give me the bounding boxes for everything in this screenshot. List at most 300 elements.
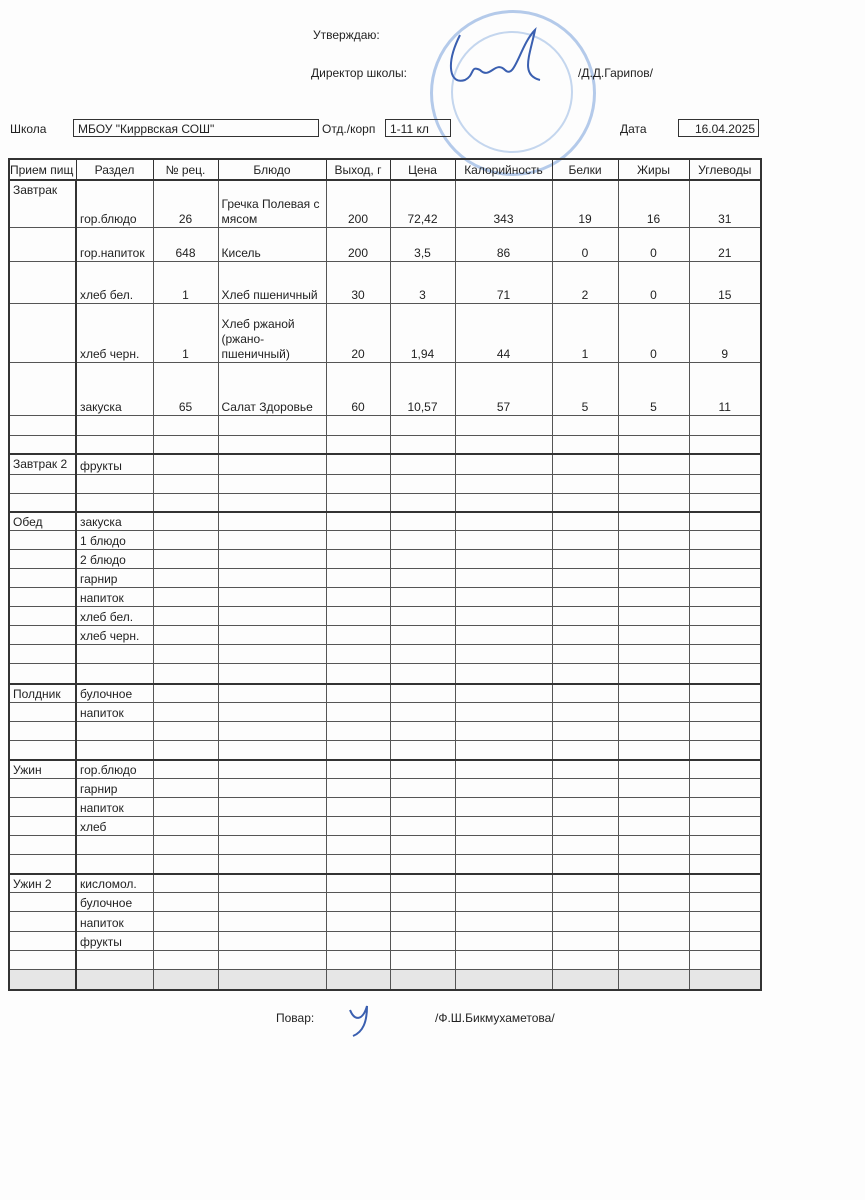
director-name: /Д.Д.Гарипов/ — [578, 66, 654, 80]
table-cell — [390, 722, 455, 741]
table-cell — [326, 474, 390, 493]
meal-cell — [9, 588, 76, 607]
meal-cell — [9, 474, 76, 493]
approve-label: Утверждаю: — [313, 28, 380, 42]
table-row — [9, 722, 761, 741]
table-cell — [218, 817, 326, 836]
table-cell — [552, 645, 618, 664]
table-cell — [552, 531, 618, 550]
table-cell — [455, 645, 552, 664]
table-cell: 72,42 — [390, 180, 455, 227]
table-cell: гор.блюдо — [76, 760, 153, 779]
table-cell — [76, 836, 153, 855]
table-cell — [689, 779, 761, 798]
table-cell — [218, 415, 326, 435]
table-cell: закуска — [76, 362, 153, 415]
table-cell: гор.блюдо — [76, 180, 153, 227]
table-cell — [153, 664, 218, 684]
table-cell — [218, 741, 326, 760]
table-cell: 15 — [689, 261, 761, 303]
table-cell — [455, 893, 552, 912]
table-cell: закуска — [76, 512, 153, 531]
table-cell — [153, 951, 218, 970]
table-cell — [552, 741, 618, 760]
table-cell — [390, 855, 455, 874]
table-cell: 5 — [618, 362, 689, 415]
table-cell — [455, 817, 552, 836]
table-cell: 200 — [326, 227, 390, 261]
table-cell: 86 — [455, 227, 552, 261]
table-cell — [326, 836, 390, 855]
meal-cell — [9, 435, 76, 454]
table-cell — [552, 512, 618, 531]
table-cell — [618, 722, 689, 741]
table-cell — [455, 760, 552, 779]
table-cell — [76, 741, 153, 760]
column-header: Выход, г — [326, 159, 390, 180]
table-cell — [153, 415, 218, 435]
table-cell: напиток — [76, 912, 153, 932]
table-cell — [618, 703, 689, 722]
table-cell — [455, 550, 552, 569]
table-cell — [153, 435, 218, 454]
meal-cell — [9, 798, 76, 817]
table-cell — [326, 779, 390, 798]
table-cell: 2 блюдо — [76, 550, 153, 569]
meal-cell — [9, 951, 76, 970]
table-cell — [618, 912, 689, 932]
column-header: Прием пищ — [9, 159, 76, 180]
table-cell — [390, 415, 455, 435]
table-cell: 2 — [552, 261, 618, 303]
table-cell — [153, 626, 218, 645]
table-cell: 71 — [455, 261, 552, 303]
table-cell — [390, 569, 455, 588]
table-cell — [153, 855, 218, 874]
table-cell — [455, 531, 552, 550]
table-cell — [153, 474, 218, 493]
table-cell — [153, 454, 218, 474]
table-row — [9, 951, 761, 970]
table-cell — [326, 893, 390, 912]
table-cell — [153, 588, 218, 607]
table-cell: булочное — [76, 684, 153, 703]
column-header: Калорийность — [455, 159, 552, 180]
table-cell — [218, 550, 326, 569]
table-cell — [455, 932, 552, 951]
table-cell: 1 блюдо — [76, 531, 153, 550]
table-cell — [689, 722, 761, 741]
table-cell — [689, 569, 761, 588]
meal-name: Обед — [9, 512, 76, 531]
table-cell — [552, 703, 618, 722]
table-cell — [552, 550, 618, 569]
column-header: Жиры — [618, 159, 689, 180]
meal-cell — [9, 227, 76, 261]
school-label: Школа — [10, 122, 47, 136]
table-cell — [689, 798, 761, 817]
table-cell — [455, 836, 552, 855]
table-cell — [390, 474, 455, 493]
table-cell — [390, 645, 455, 664]
table-cell: 60 — [326, 362, 390, 415]
table-cell — [455, 912, 552, 932]
table-cell — [76, 474, 153, 493]
meal-name: Ужин 2 — [9, 874, 76, 893]
table-cell — [390, 664, 455, 684]
table-row — [9, 836, 761, 855]
table-row — [9, 912, 761, 932]
table-cell — [455, 798, 552, 817]
column-header: Цена — [390, 159, 455, 180]
table-cell — [618, 664, 689, 684]
table-cell — [218, 779, 326, 798]
table-cell — [326, 817, 390, 836]
table-cell — [552, 664, 618, 684]
table-cell: 1,94 — [390, 303, 455, 362]
table-cell: 3 — [390, 261, 455, 303]
director-signature — [440, 25, 550, 95]
table-cell: 57 — [455, 362, 552, 415]
table-cell — [455, 951, 552, 970]
table-cell — [455, 874, 552, 893]
table-cell — [455, 607, 552, 626]
table-cell — [618, 454, 689, 474]
table-cell — [326, 798, 390, 817]
table-cell — [689, 664, 761, 684]
table-cell: 343 — [455, 180, 552, 227]
table-cell — [218, 912, 326, 932]
table-cell: 1 — [552, 303, 618, 362]
table-row — [9, 760, 761, 779]
meal-cell — [9, 722, 76, 741]
table-cell — [689, 912, 761, 932]
table-cell — [153, 512, 218, 531]
table-cell — [552, 912, 618, 932]
table-cell — [153, 645, 218, 664]
table-cell — [153, 912, 218, 932]
table-cell — [153, 798, 218, 817]
column-header: Углеводы — [689, 159, 761, 180]
table-cell — [218, 435, 326, 454]
table-cell — [153, 550, 218, 569]
table-cell — [326, 951, 390, 970]
table-cell — [326, 684, 390, 703]
table-cell — [326, 912, 390, 932]
table-cell — [390, 435, 455, 454]
table-row — [9, 588, 761, 607]
table-cell — [326, 569, 390, 588]
table-cell — [689, 855, 761, 874]
table-cell: булочное — [76, 893, 153, 912]
table-cell — [390, 932, 455, 951]
table-cell — [552, 454, 618, 474]
table-cell: кисломол. — [76, 874, 153, 893]
table-cell — [76, 722, 153, 741]
table-cell — [326, 435, 390, 454]
table-cell — [552, 760, 618, 779]
table-cell — [218, 684, 326, 703]
meal-cell — [9, 703, 76, 722]
table-cell — [552, 607, 618, 626]
table-cell — [390, 817, 455, 836]
table-cell — [76, 951, 153, 970]
meal-name: Полдник — [9, 684, 76, 703]
table-cell: напиток — [76, 703, 153, 722]
table-cell — [390, 703, 455, 722]
table-cell: фрукты — [76, 454, 153, 474]
table-cell — [689, 874, 761, 893]
table-row — [9, 684, 761, 703]
table-cell: 65 — [153, 362, 218, 415]
table-cell — [618, 531, 689, 550]
table-row — [9, 645, 761, 664]
table-cell — [326, 760, 390, 779]
table-cell — [326, 626, 390, 645]
table-cell — [689, 512, 761, 531]
table-cell — [390, 493, 455, 512]
meal-cell — [9, 817, 76, 836]
table-cell — [455, 703, 552, 722]
table-cell — [552, 951, 618, 970]
table-cell — [455, 569, 552, 588]
meal-cell — [9, 261, 76, 303]
table-cell — [618, 798, 689, 817]
table-cell — [552, 817, 618, 836]
table-cell — [618, 817, 689, 836]
table-cell — [689, 435, 761, 454]
table-cell: 200 — [326, 180, 390, 227]
table-cell — [689, 836, 761, 855]
table-row — [9, 303, 761, 362]
table-row — [9, 569, 761, 588]
table-cell — [689, 741, 761, 760]
table-cell — [326, 722, 390, 741]
table-row — [9, 607, 761, 626]
meal-cell — [9, 741, 76, 760]
table-cell — [552, 474, 618, 493]
table-cell — [390, 741, 455, 760]
table-cell — [218, 932, 326, 951]
table-row — [9, 932, 761, 951]
menu-table — [8, 158, 762, 991]
table-row — [9, 817, 761, 836]
table-cell — [618, 626, 689, 645]
table-cell — [153, 779, 218, 798]
table-cell — [218, 588, 326, 607]
table-cell: фрукты — [76, 932, 153, 951]
table-row — [9, 512, 761, 531]
table-cell: хлеб — [76, 817, 153, 836]
meal-cell — [9, 893, 76, 912]
table-cell — [689, 684, 761, 703]
table-cell — [153, 531, 218, 550]
table-cell — [153, 817, 218, 836]
table-cell — [618, 970, 689, 990]
table-cell — [326, 531, 390, 550]
table-cell — [218, 626, 326, 645]
table-cell: 648 — [153, 227, 218, 261]
table-cell — [218, 474, 326, 493]
table-cell — [618, 569, 689, 588]
table-cell: хлеб черн. — [76, 626, 153, 645]
table-row — [9, 893, 761, 912]
date-label: Дата — [620, 122, 647, 136]
table-cell — [390, 684, 455, 703]
table-cell — [455, 741, 552, 760]
dept-field: 1-11 кл — [385, 119, 451, 137]
table-cell: 3,5 — [390, 227, 455, 261]
table-cell — [689, 932, 761, 951]
meal-cell — [9, 415, 76, 435]
table-row — [9, 227, 761, 261]
meal-cell — [9, 912, 76, 932]
table-cell — [218, 855, 326, 874]
table-cell — [618, 893, 689, 912]
table-cell — [618, 474, 689, 493]
table-row — [9, 741, 761, 760]
table-row — [9, 550, 761, 569]
table-cell — [689, 588, 761, 607]
table-cell — [153, 970, 218, 990]
table-cell — [552, 588, 618, 607]
table-cell — [552, 798, 618, 817]
table-cell — [552, 970, 618, 990]
table-cell — [552, 684, 618, 703]
table-cell — [689, 760, 761, 779]
table-cell — [618, 512, 689, 531]
table-cell — [618, 493, 689, 512]
meal-cell — [9, 531, 76, 550]
table-cell — [218, 512, 326, 531]
table-row — [9, 874, 761, 893]
table-cell — [455, 855, 552, 874]
column-header: Блюдо — [218, 159, 326, 180]
table-cell: Кисель — [218, 227, 326, 261]
table-cell — [618, 684, 689, 703]
table-cell — [455, 415, 552, 435]
table-cell — [552, 855, 618, 874]
table-cell — [390, 798, 455, 817]
table-cell: 44 — [455, 303, 552, 362]
table-cell — [455, 474, 552, 493]
table-cell — [689, 415, 761, 435]
table-cell: 0 — [618, 227, 689, 261]
table-cell — [689, 474, 761, 493]
table-cell — [218, 951, 326, 970]
table-row — [9, 626, 761, 645]
table-cell — [153, 874, 218, 893]
table-cell — [76, 435, 153, 454]
table-cell — [552, 874, 618, 893]
table-cell — [618, 645, 689, 664]
table-cell: Хлеб пшеничный — [218, 261, 326, 303]
table-cell: 31 — [689, 180, 761, 227]
table-cell — [618, 607, 689, 626]
meal-name: Завтрак — [9, 180, 76, 227]
table-cell — [455, 970, 552, 990]
table-cell: 0 — [552, 227, 618, 261]
table-cell — [76, 645, 153, 664]
meal-cell — [9, 664, 76, 684]
meal-cell — [9, 362, 76, 415]
table-cell — [76, 493, 153, 512]
table-cell — [455, 722, 552, 741]
table-cell — [326, 645, 390, 664]
table-cell — [76, 970, 153, 990]
table-cell — [689, 550, 761, 569]
table-cell — [153, 760, 218, 779]
table-cell — [218, 836, 326, 855]
table-cell — [689, 970, 761, 990]
table-cell: 0 — [618, 261, 689, 303]
table-cell — [153, 741, 218, 760]
table-cell — [326, 550, 390, 569]
table-cell — [689, 607, 761, 626]
director-label: Директор школы: — [311, 66, 407, 80]
table-row — [9, 703, 761, 722]
table-cell: Салат Здоровье — [218, 362, 326, 415]
meal-cell — [9, 550, 76, 569]
table-cell — [390, 607, 455, 626]
table-cell — [618, 836, 689, 855]
table-row — [9, 664, 761, 684]
table-row — [9, 970, 761, 990]
table-cell — [76, 855, 153, 874]
school-field: МБОУ "Киррвская СОШ" — [73, 119, 319, 137]
table-row — [9, 493, 761, 512]
table-cell — [76, 415, 153, 435]
table-cell: хлеб бел. — [76, 261, 153, 303]
table-cell — [618, 874, 689, 893]
table-cell — [218, 722, 326, 741]
table-row — [9, 798, 761, 817]
table-cell — [390, 512, 455, 531]
table-cell — [153, 893, 218, 912]
table-cell — [218, 798, 326, 817]
table-cell — [218, 664, 326, 684]
table-cell — [326, 415, 390, 435]
meal-cell — [9, 626, 76, 645]
table-cell: 21 — [689, 227, 761, 261]
table-cell — [326, 855, 390, 874]
meal-cell — [9, 836, 76, 855]
table-row — [9, 435, 761, 454]
table-cell — [455, 664, 552, 684]
table-cell — [326, 664, 390, 684]
table-cell — [153, 932, 218, 951]
table-cell — [326, 741, 390, 760]
meal-name: Ужин — [9, 760, 76, 779]
table-cell: 5 — [552, 362, 618, 415]
table-row — [9, 362, 761, 415]
table-cell — [218, 874, 326, 893]
table-cell: гарнир — [76, 779, 153, 798]
table-row — [9, 474, 761, 493]
table-cell — [455, 684, 552, 703]
table-cell: хлеб черн. — [76, 303, 153, 362]
table-cell — [455, 493, 552, 512]
dept-label: Отд./корп — [322, 122, 376, 136]
meal-cell — [9, 932, 76, 951]
cook-name: /Ф.Ш.Бикмухаметова/ — [435, 1011, 555, 1025]
table-cell — [689, 645, 761, 664]
table-cell — [552, 569, 618, 588]
table-cell — [552, 415, 618, 435]
column-header: Белки — [552, 159, 618, 180]
table-cell — [689, 951, 761, 970]
table-cell — [552, 836, 618, 855]
